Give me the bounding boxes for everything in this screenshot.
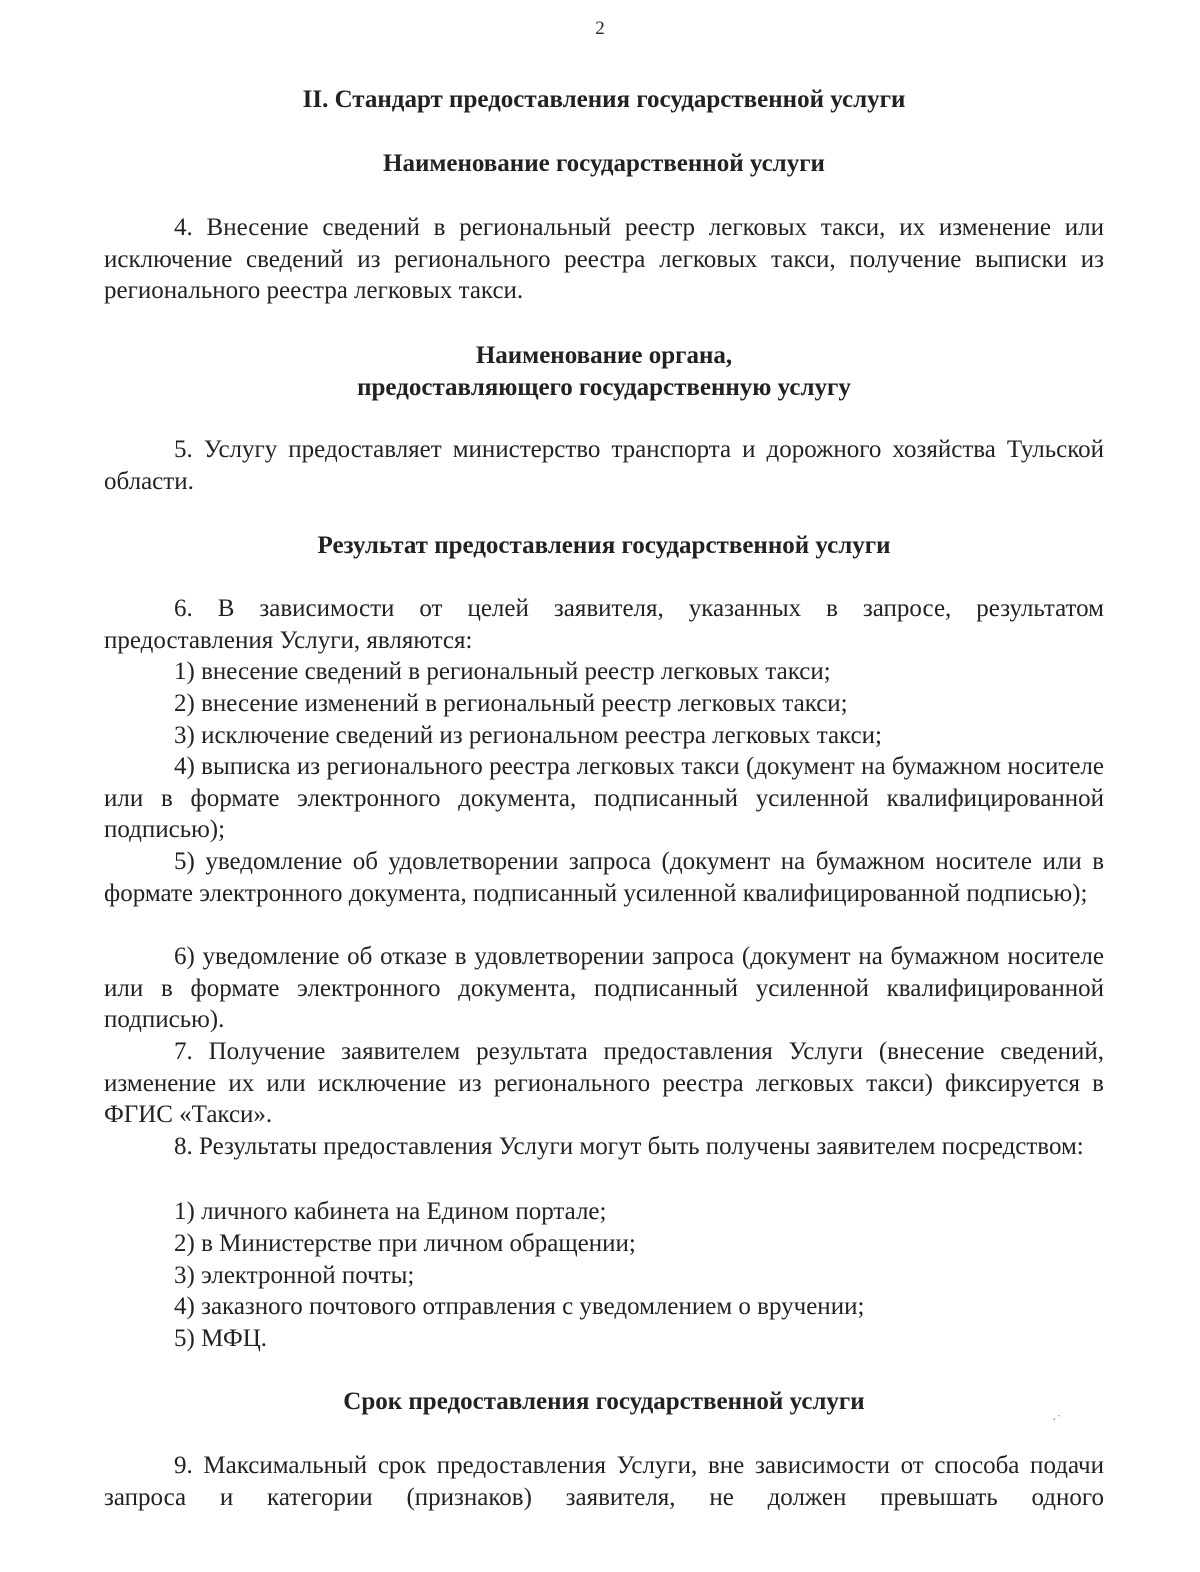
paragraph-8: 8. Результаты предоставления Услуги могут быть получены заявителем посредством: — [174, 1133, 1084, 1160]
paragraph-6: 6. В зависимости от целей заявителя, указанных в запросе, результатом предоставления Услуги, являются: — [104, 595, 1104, 654]
result-item: 3) исключение сведений из региональном реестра легковых такси; — [174, 722, 882, 749]
delivery-item: 3) электронной почты; — [174, 1262, 415, 1289]
paragraph-5: 5. Услугу предоставляет министерство транспорта и дорожного хозяйства Тульской области. — [104, 436, 1104, 495]
result-item: 6) уведомление об отказе в удовлетворении запроса (документ на бумажном носителе или в формате электронного документа, подписанный усиленной квалифицированной подписью). — [104, 943, 1104, 1034]
delivery-item: 2) в Министерстве при личном обращении; — [174, 1230, 636, 1257]
heading-organ-line-1: Наименование органа, — [475, 342, 733, 369]
paragraph-9: 9. Максимальный срок предоставления Услуги, вне зависимости от способа подачи запроса и категории (признаков) заявителя, не должен превышать одного — [104, 1452, 1104, 1511]
result-item: 1) внесение сведений в региональный реестр легковых такси; — [174, 658, 831, 685]
heading-term: Срок предоставления государственной услуги — [343, 1388, 865, 1415]
scan-speck-mark: ·˙ — [1052, 1413, 1062, 1428]
heading-organ-line-2: предоставляющего государственную услугу — [357, 374, 851, 401]
delivery-item: 4) заказного почтового отправления с уведомлением о вручении; — [174, 1293, 865, 1320]
result-item: 5) уведомление об удовлетворении запроса (документ на бумажном носителе или в формате электронного документа, подписанный усиленной квалифицированной подписью); — [104, 848, 1104, 907]
paragraph-7: 7. Получение заявителем результата предоставления Услуги (внесение сведений, изменение их или исключение из регионального реестра легковых такси) фиксируется в ФГИС «Такси». — [104, 1038, 1104, 1129]
result-item: 2) внесение изменений в региональный реестр легковых такси; — [174, 690, 848, 717]
paragraph-4: 4. Внесение сведений в региональный реестр легковых такси, их изменение или исключение сведений из регионального реестра легковых такси, получение выписки из регионального реестра легковых такси. — [104, 214, 1104, 305]
heading-result: Результат предоставления государственной услуги — [317, 532, 891, 559]
heading-service-name: Наименование государственной услуги — [383, 150, 825, 177]
page-number: 2 — [595, 18, 605, 39]
delivery-item: 5) МФЦ. — [174, 1325, 268, 1352]
section-title: II. Стандарт предоставления государственной услуги — [302, 86, 906, 113]
delivery-item: 1) личного кабинета на Едином портале; — [174, 1198, 607, 1225]
result-item: 4) выписка из регионального реестра легковых такси (документ на бумажном носителе или в формате электронного документа, подписанный усиленной квалифицированной подписью); — [104, 753, 1104, 844]
